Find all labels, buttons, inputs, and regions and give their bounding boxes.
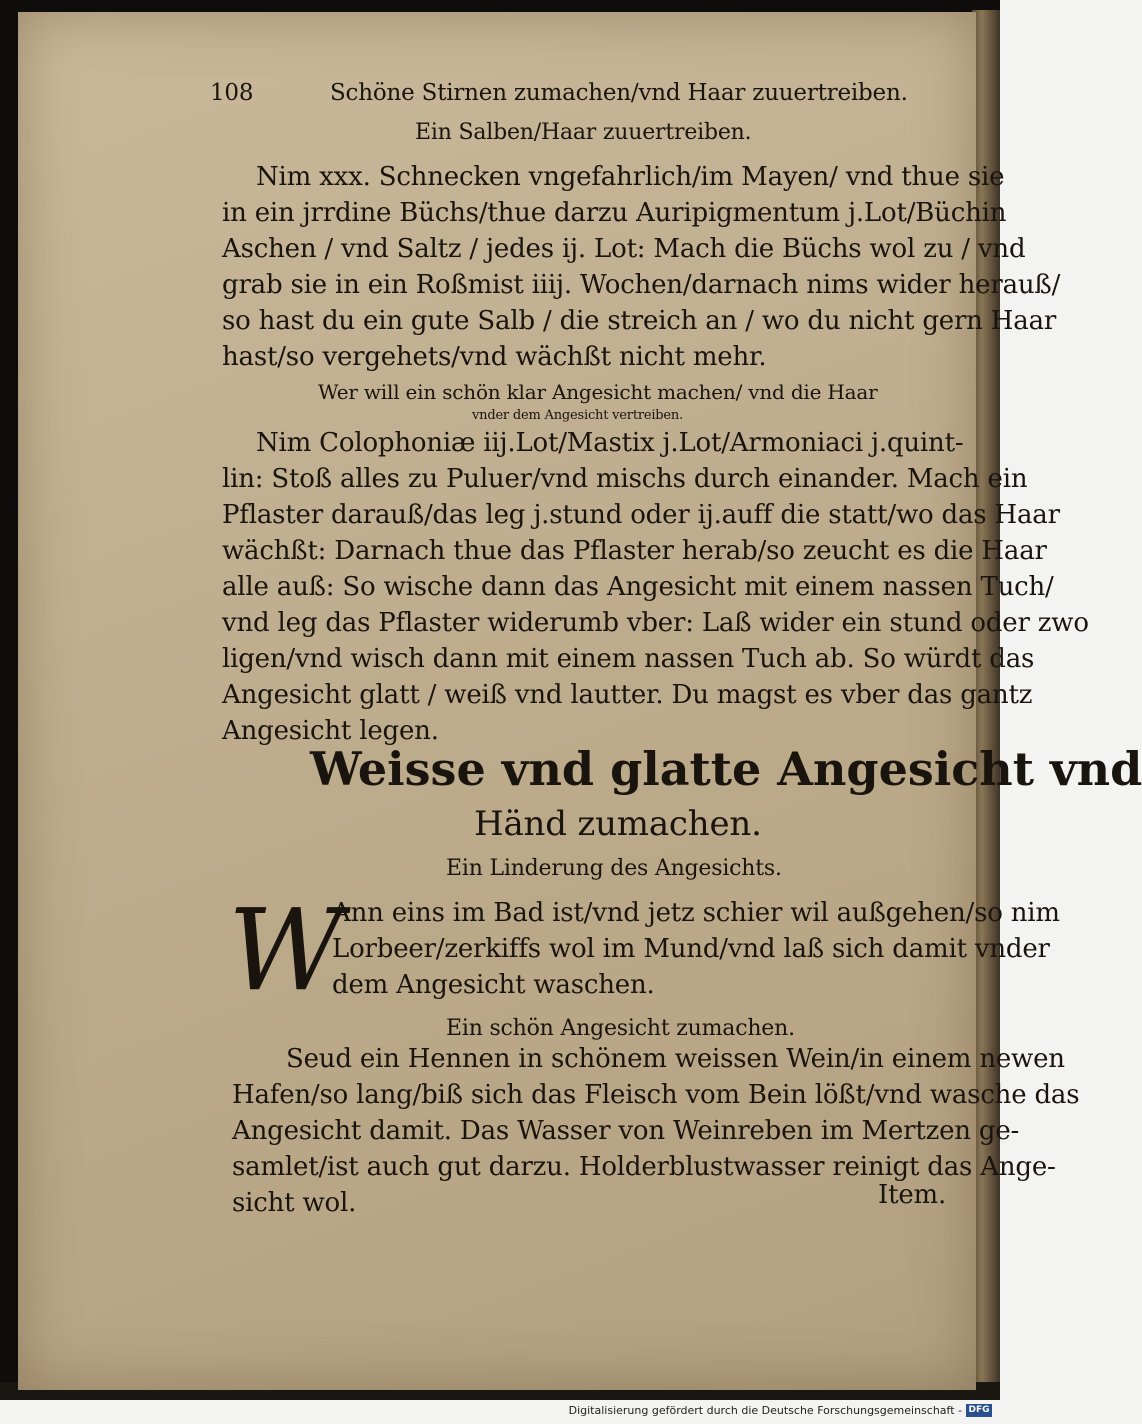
text-line: so hast du ein gute Salb / die streich an / wo du nicht gern Haar — [222, 306, 1057, 336]
page-number: 108 — [210, 80, 254, 106]
text-line: lin: Stoß alles zu Puluer/vnd mischs durch einander. Mach ein — [222, 464, 1028, 494]
text-line: samlet/ist auch gut darzu. Holderblustwasser reinigt das Ange- — [232, 1152, 1056, 1182]
section-heading: Ein schön Angesicht zumachen. — [446, 1016, 795, 1041]
text-line: dem Angesicht waschen. — [332, 970, 655, 1000]
text-line: Lorbeer/zerkiffs wol im Mund/vnd laß sich damit vnder — [332, 934, 1050, 964]
text-line: hast/so vergehets/vnd wächßt nicht mehr. — [222, 342, 767, 372]
text-line: Hafen/so lang/biß sich das Fleisch vom Bein lößt/vnd wasche das — [232, 1080, 1080, 1110]
section-heading: Ein Salben/Haar zuuertreiben. — [415, 120, 752, 145]
text-line: sicht wol. — [232, 1188, 357, 1218]
running-head: Schöne Stirnen zumachen/vnd Haar zuuertreiben. — [330, 80, 908, 106]
text-line: Pflaster darauß/das leg j.stund oder ij.auff die statt/wo das Haar — [222, 500, 1060, 530]
footer-text: Digitalisierung gefördert durch die Deutsche Forschungsgemeinschaft - — [568, 1404, 962, 1417]
text-line: in ein jrrdine Büchs/thue darzu Auripigmentum j.Lot/Büchin — [222, 198, 1007, 228]
chapter-heading: Weisse vnd glatte Angesicht vnd — [310, 742, 1142, 796]
dfg-logo: DFG — [966, 1404, 992, 1417]
text-line: Angesicht damit. Das Wasser von Weinreben im Mertzen ge- — [232, 1116, 1020, 1146]
drop-initial: W — [228, 886, 344, 1016]
text-line: Ann eins im Bad ist/vnd jetz schier wil außgehen/so nim — [332, 898, 1060, 928]
text-line: Nim Colophoniæ iij.Lot/Mastix j.Lot/Armoniaci j.quint- — [256, 428, 964, 458]
text-line: Angesicht legen. — [222, 716, 439, 746]
text-line: vnd leg das Pflaster widerumb vber: Laß wider ein stund oder zwo — [222, 608, 1089, 638]
section-heading: Wer will ein schön klar Angesicht machen/ vnd die Haar — [318, 380, 878, 404]
catchword: Item. — [878, 1180, 947, 1210]
section-heading: vnder dem Angesicht vertreiben. — [472, 408, 684, 423]
footer — [569, 1404, 992, 1417]
text-line: Seud ein Hennen in schönem weissen Wein/in einem newen — [286, 1044, 1065, 1074]
text-line: ligen/vnd wisch dann mit einem nassen Tuch ab. So würdt das — [222, 644, 1035, 674]
chapter-heading: Händ zumachen. — [474, 804, 762, 844]
text-line: Nim xxx. Schnecken vngefahrlich/im Mayen/ vnd thue sie — [256, 162, 1005, 192]
text-line: wächßt: Darnach thue das Pflaster herab/so zeucht es die Haar — [222, 536, 1047, 566]
text-line: alle auß: So wische dann das Angesicht mit einem nassen Tuch/ — [222, 572, 1054, 602]
text-line: Angesicht glatt / weiß vnd lautter. Du magst es vber das gantz — [222, 680, 1033, 710]
text-line: grab sie in ein Roßmist iiij. Wochen/darnach nims wider herauß/ — [222, 270, 1061, 300]
section-heading: Ein Linderung des Angesichts. — [446, 856, 782, 881]
text-line: Aschen / vnd Saltz / jedes ij. Lot: Mach die Büchs wol zu / vnd — [222, 234, 1026, 264]
